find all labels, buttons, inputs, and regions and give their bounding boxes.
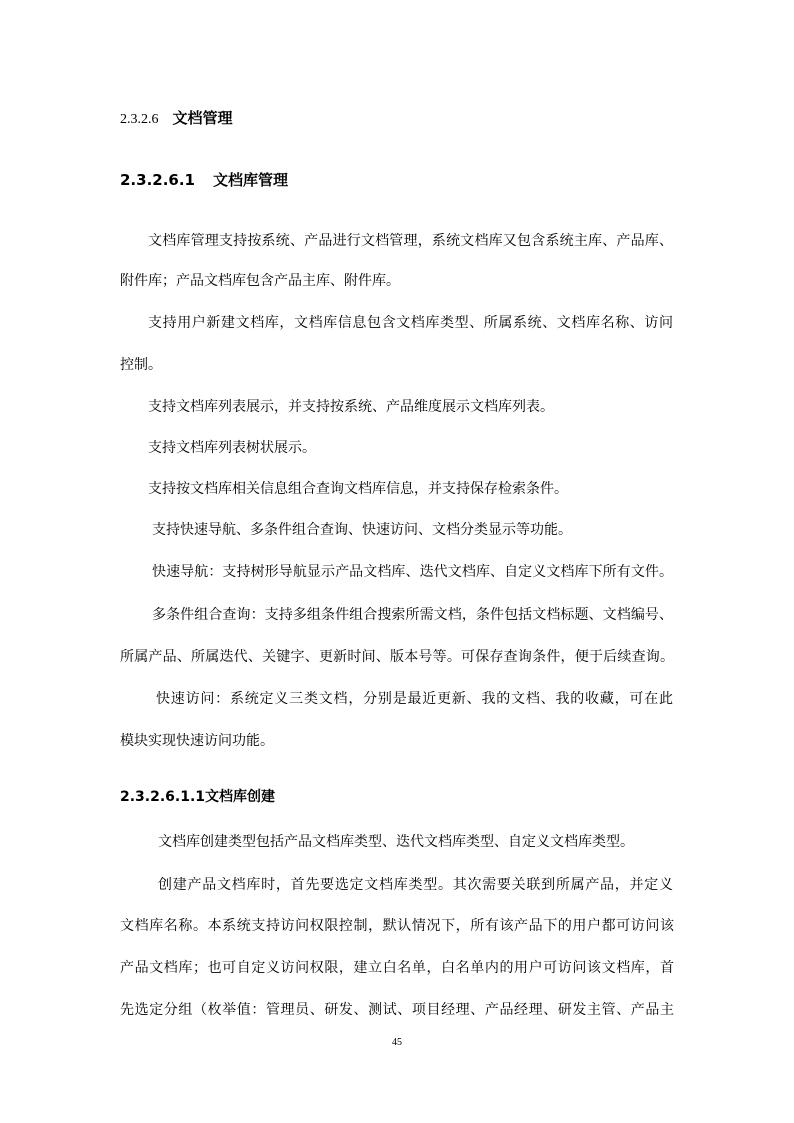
paragraph-line: 文档库名称。本系统支持访问权限控制，默认情况下，所有该产品下的用户都可访问该	[120, 918, 674, 934]
paragraph-line: 模块实现快速访问功能。	[120, 733, 274, 749]
section-heading-2-3-2-6	[120, 108, 233, 130]
paragraph-line: 所属产品、所属迭代、关键字、更新时间、版本号等。可保存查询条件，便于后续查询。	[120, 649, 674, 665]
paragraph-line: 先选定分组（枚举值：管理员、研发、测试、项目经理、产品经理、研发主管、产品主	[120, 1002, 674, 1018]
section-number: 2.3.2.6	[120, 112, 159, 127]
page-number: 45	[392, 1037, 402, 1048]
subsection-number: 2.3.2.6.1	[120, 171, 195, 189]
paragraph-line: 支持快速导航、多条件组合查询、快速访问、文档分类显示等功能。	[152, 522, 572, 538]
paragraph-line: 文档库创建类型包括产品文档库类型、迭代文档库类型、自定义文档库类型。	[158, 834, 634, 850]
paragraph-line: 支持文档库列表树状展示。	[148, 440, 316, 456]
paragraph-line: 附件库；产品文档库包含产品主库、附件库。	[120, 273, 400, 289]
paragraph-line: 支持用户新建文档库，文档库信息包含文档库类型、所属系统、文档库名称、访问	[148, 315, 673, 331]
paragraph-line: 控制。	[120, 357, 162, 373]
paragraph-line: 文档库管理支持按系统、产品进行文档管理，系统文档库又包含系统主库、产品库、	[148, 233, 673, 249]
paragraph-line: 产品文档库；也可自定义访问权限，建立白名单，白名单内的用户可访问该文档库，首	[120, 960, 674, 976]
paragraph-line: 支持按文档库相关信息组合查询文档库信息，并支持保存检索条件。	[148, 481, 568, 497]
paragraph-line: 快速导航：支持树形导航显示产品文档库、迭代文档库、自定义文档库下所有文件。	[152, 564, 673, 580]
subsection-title: 文档库管理	[212, 171, 288, 189]
subsubsection-heading-2-3-2-6-1-1: 2.3.2.6.1.1文档库创建	[120, 789, 276, 805]
paragraph-line: 创建产品文档库时，首先要选定文档库类型。其次需要关联到所属产品，并定义	[158, 877, 673, 893]
section-title: 文档管理	[172, 109, 233, 127]
subsection-heading-2-3-2-6-1	[120, 170, 288, 190]
paragraph-line: 多条件组合查询：支持多组条件组合搜索所需文档，条件包括文档标题、文档编号、	[152, 607, 673, 623]
paragraph-line: 快速访问：系统定义三类文档，分别是最近更新、我的文档、我的收藏，可在此	[156, 691, 673, 707]
paragraph-line: 支持文档库列表展示，并支持按系统、产品维度展示文档库列表。	[148, 399, 554, 415]
